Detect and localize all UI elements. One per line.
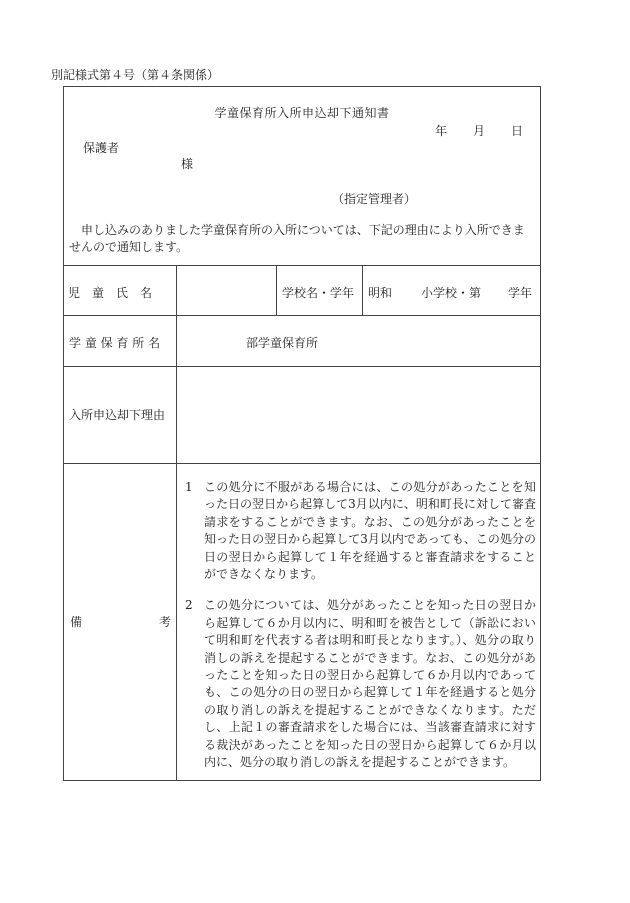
column-divider — [276, 265, 277, 315]
remark-text: この処分に不服がある場合には、この処分があったことを知った日の翌日から起算して3月以内に、明和町長に対して審査請求をすることができます。なお、この処分があったことを知った日の翌日から起算して3月以内であっても、この処分の日の翌日から起算して１年を経過すると審査請求をすることができなくなります。 — [204, 480, 536, 582]
date-month: 月 — [473, 124, 486, 138]
date-year: 年 — [435, 124, 448, 138]
honorific: 様 — [181, 157, 194, 171]
school-name-suffix: 小学校・第 — [421, 286, 482, 300]
document-title: 学童保育所入所申込却下通知書 — [214, 106, 390, 120]
divider — [64, 265, 540, 266]
divider — [64, 463, 540, 464]
grade-suffix: 学年 — [508, 286, 533, 300]
remarks-list — [181, 479, 536, 786]
column-divider — [362, 265, 363, 315]
facility-value: 部学童保育所 — [246, 336, 319, 350]
remarks-label-left: 備 — [70, 615, 83, 629]
divider — [64, 315, 540, 316]
guardian-label: 保護者 — [83, 141, 120, 155]
remark-item — [181, 479, 536, 583]
rejection-reason-label: 入所申込却下理由 — [69, 408, 166, 422]
remark-number: 1 — [185, 480, 193, 494]
remarks-label-right: 考 — [159, 615, 172, 629]
school-town: 明和 — [368, 286, 393, 300]
remark-text: この処分については、処分があったことを知った日の翌日から起算して６か月以内に、明和町を被告として（訴訟において明和町を代表する者は明和町長となります。）、処分の取り消しの訴えを提起することができます。なお、この処分があったことを知った日の翌日から起算して６か月以内であっても、この処分の日の翌日から起算して１年を経過すると処分の取り消しの訴えを提起することができなくなります。ただし、上記１の審査請求をした場合には、当該審査請求に対する裁決があったことを知った日の翌日から起算して６か月以内に、処分の取り消しの訴えを提起することができます。 — [204, 598, 536, 770]
child-name-label: 児 童 氏 名 — [68, 286, 153, 300]
notice-text: 申し込みのありました学童保育所の入所については、下記の理由により入所できませんので通知します。 — [69, 223, 525, 254]
date-day: 日 — [511, 124, 524, 138]
form-number: 別記様式第４号（第４条関係） — [51, 68, 220, 82]
column-divider — [176, 265, 177, 781]
remark-number: 2 — [185, 598, 193, 613]
school-grade-label: 学校名・学年 — [282, 286, 355, 300]
divider — [64, 366, 540, 367]
facility-label: 学 童 保 育 所 名 — [69, 336, 161, 350]
document-header — [64, 87, 540, 265]
notice-form-frame — [63, 86, 541, 781]
remark-item — [181, 597, 536, 771]
date-line — [435, 122, 523, 139]
manager-label: （指定管理者） — [332, 192, 417, 206]
